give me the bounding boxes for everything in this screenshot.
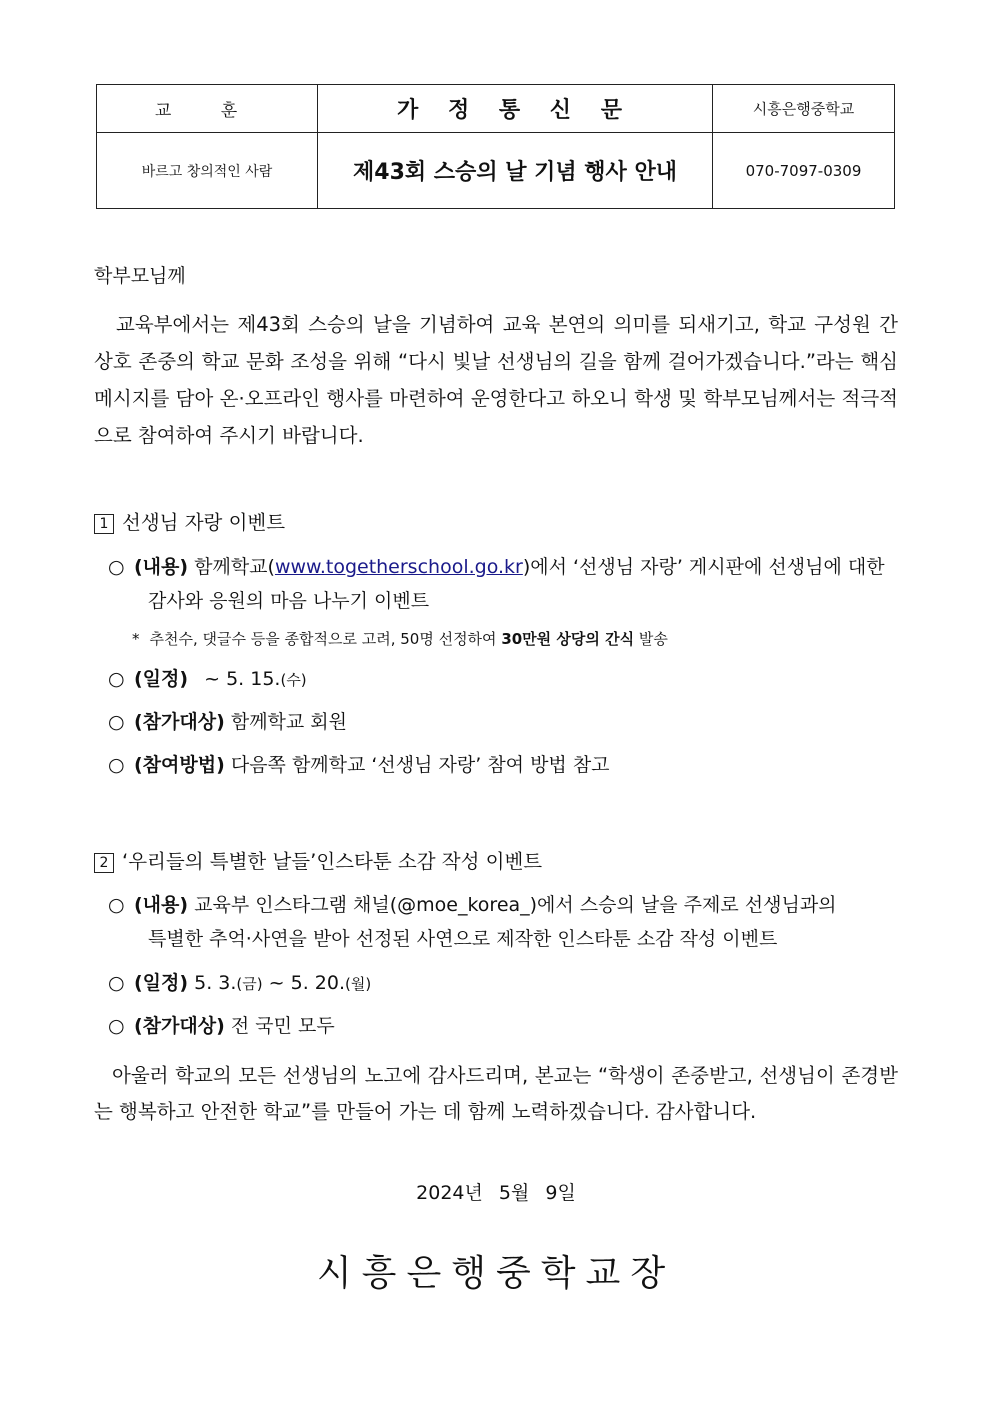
- method-value: 다음쪽 함께학교 ‘선생님 자랑’ 참여 방법 참고: [224, 754, 610, 776]
- content-text: 교육부 인스타그램 채널(@moe_korea_)에서 스승의 날을 주제로 선생님과의: [188, 894, 837, 916]
- section1-number: 1: [94, 514, 114, 534]
- issue-date: 2024년 5월 9일: [416, 1182, 576, 1204]
- schedule-start: 5. 3.: [188, 972, 237, 994]
- intro-paragraph: 교육부에서는 제43회 스승의 날을 기념하여 교육 본연의 의미를 되새기고, 학교 구성원 간 상호 존중의 학교 문화 조성을 위해 “다시 빛날 선생님의 길을 함께 걸어가겠습니다.”라는 핵심 메시지를 담아 온·오프라인 행사를 마련하여 운영한다고 하오니 학생 및 학부모님께서는 적극적으로 참여하여 주시기 바랍니다.: [94, 313, 898, 447]
- target-value: 전 국민 모두: [224, 1015, 335, 1037]
- section2-number: 2: [94, 853, 114, 873]
- section1-method: [108, 748, 898, 782]
- content-text: 함께학교(: [188, 556, 275, 578]
- school-name: 시흥은행중학교: [713, 85, 895, 133]
- section2-target: [108, 1009, 898, 1043]
- note-text-end: 발송: [634, 630, 668, 648]
- notice-title: 제43회 스승의 날 기념 행사 안내: [318, 133, 713, 209]
- section2-title: ‘우리들의 특별한 날들’인스타툰 소감 작성 이벤트: [122, 850, 543, 873]
- schedule-end: ~ 5. 20.: [262, 972, 346, 994]
- bullet-icon: ○: [108, 972, 125, 994]
- schedule-label: (일정): [134, 668, 189, 690]
- content-line-2: 감사와 응원의 마음 나누기 이벤트: [148, 590, 430, 612]
- bullet-icon: ○: [108, 711, 125, 733]
- note-prize: 30만원 상당의 간식: [501, 630, 635, 648]
- website-link[interactable]: www.togetherschool.go.kr: [274, 556, 523, 578]
- section2-heading: [94, 848, 542, 876]
- content-label: (내용): [134, 556, 189, 578]
- target-label: (참가대상): [134, 1015, 225, 1037]
- principal-signature: 시흥은행중학교장: [316, 1253, 676, 1294]
- school-motto: 바르고 창의적인 사람: [97, 133, 318, 209]
- section1-note: [132, 627, 668, 651]
- content-line-2: 특별한 추억·사연을 받아 선정된 사연으로 제작한 인스타툰 소감 작성 이벤트: [148, 928, 778, 950]
- content-label: (내용): [134, 894, 189, 916]
- asterisk-icon: *: [132, 630, 140, 648]
- section2-schedule: [108, 966, 898, 1001]
- section2-content: [108, 888, 898, 956]
- bullet-icon: ○: [108, 668, 125, 690]
- section1-content: [108, 550, 898, 618]
- document-type: 가 정 통 신 문: [318, 85, 713, 133]
- schedule-label: (일정): [134, 972, 189, 994]
- bullet-icon: ○: [108, 556, 125, 578]
- note-text: 추천수, 댓글수 등을 종합적으로 고려, 50명 선정하여: [149, 630, 502, 648]
- phone-number: 070-7097-0309: [713, 133, 895, 209]
- schedule-start-day: (금): [236, 975, 263, 993]
- schedule-day: (수): [280, 671, 307, 689]
- content-text-2: )에서 ‘선생님 자랑’ 게시판에 선생님에 대한: [522, 556, 885, 578]
- motto-label: 교 훈: [97, 85, 318, 133]
- target-label: (참가대상): [134, 711, 225, 733]
- schedule-value: ~ 5. 15.: [198, 668, 281, 690]
- greeting: 학부모님께: [94, 265, 186, 287]
- section1-title: 선생님 자랑 이벤트: [122, 511, 286, 534]
- header-table: [96, 84, 895, 209]
- target-value: 함께학교 회원: [224, 711, 348, 733]
- bullet-icon: ○: [108, 1015, 125, 1037]
- method-label: (참여방법): [134, 754, 225, 776]
- bullet-icon: ○: [108, 894, 125, 916]
- section1-target: [108, 705, 898, 739]
- section1-heading: [94, 509, 285, 537]
- bullet-icon: ○: [108, 754, 125, 776]
- schedule-end-day: (월): [345, 975, 372, 993]
- closing-paragraph: 아울러 학교의 모든 선생님의 노고에 감사드리며, 본교는 “학생이 존중받고, 선생님이 존경받는 행복하고 안전한 학교”를 만들어 가는 데 함께 노력하겠습니다. 감사합니다.: [94, 1064, 898, 1123]
- section1-schedule: [108, 662, 898, 697]
